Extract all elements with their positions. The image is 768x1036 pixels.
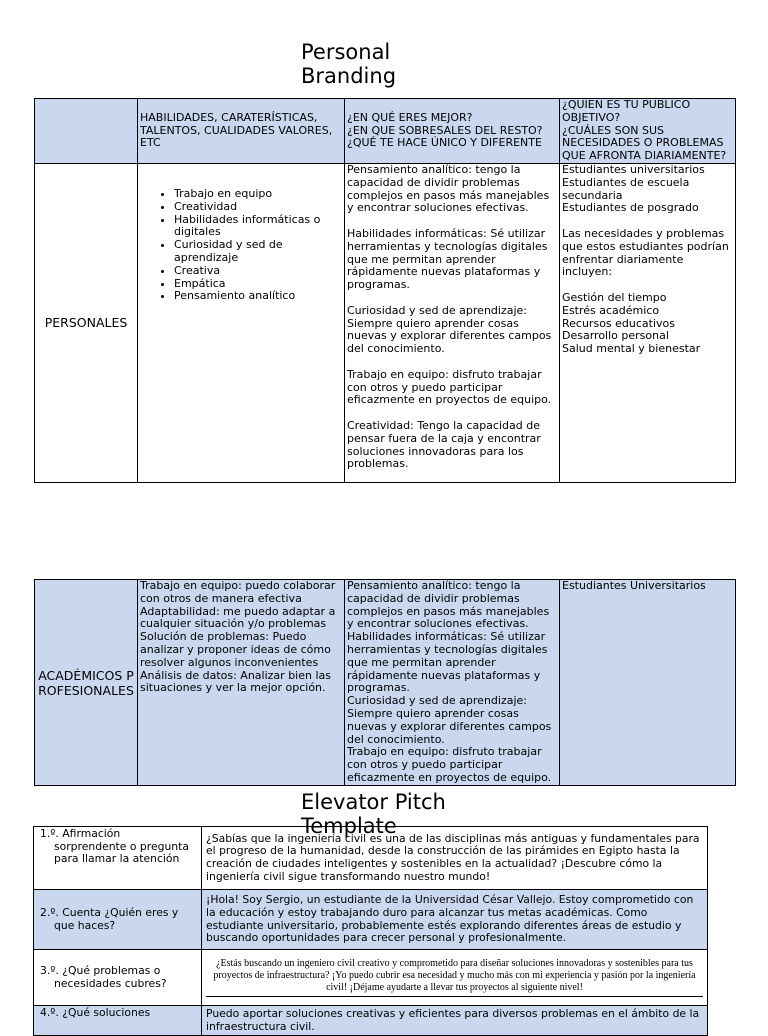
elevator-pitch-table — [33, 826, 708, 1036]
header-empty-cell — [35, 99, 138, 164]
audience-item: Estudiantes universitarios — [562, 162, 705, 176]
pitch-question: 1.º. Afirmación sorprendente o pregunta para llamar la atención — [34, 827, 202, 890]
academic-skills-cell — [138, 580, 345, 786]
list-item: • Pensamiento analítico — [174, 290, 342, 303]
pitch-row — [34, 1006, 708, 1036]
list-item: • Trabajo en equipo — [174, 188, 342, 201]
table-row-academicos — [35, 580, 736, 786]
paragraph: Pensamiento analítico: tengo la capacidad de dividir problemas complejos en pasos más manejables y encontrar soluciones efectivas. — [347, 162, 550, 215]
table-header-row — [35, 99, 736, 164]
header-best-at: ¿EN QUÉ ERES MEJOR? ¿EN QUE SOBRESALES DEL RESTO? ¿QUÉ TE HACE ÚNICO Y DIFERENTE — [345, 99, 560, 164]
pitch-answer: ¡Hola! Soy Sergio, un estudiante de la Universidad César Vallejo. Estoy comprometido con la educación y estoy trabajando duro para alcanzar tus metas académicas. Como estudiante universitario, probablemente estés explorando diferentes áreas de estudio y buscando oportunidades para crecer personal y profesionalmente. — [202, 890, 708, 950]
pitch-question: 2.º. Cuenta ¿Quién eres y que haces? — [34, 890, 202, 950]
paragraph: Trabajo en equipo: puedo colaborar con otros de manera efectiva — [140, 579, 336, 605]
paragraph: Análisis de datos: Analizar bien las situaciones y ver la mejor opción. — [140, 668, 331, 695]
need-item: Gestión del tiempo — [562, 290, 667, 304]
paragraph: Habilidades informáticas: Sé utilizar herramientas y tecnologías digitales que me permitan aprender rápidamente nuevas plataformas y programas. — [347, 226, 548, 292]
audience-item: Estudiantes de posgrado — [562, 201, 699, 215]
page-title-personal-branding: Personal Branding — [301, 40, 397, 88]
list-item: • Creativa — [174, 265, 342, 278]
row-label-personales: PERSONALES — [35, 163, 138, 482]
pitch-answer: ¿Estás buscando un ingeniero civil creativo y comprometido para diseñar soluciones innovadoras y sostenibles para tus proyectos de infraestructura? ¡Yo puedo cubrir esa necesidad y mucho más con mi experiencia y pasión por la ingeniería civil! ¡Déjame ayudarte a llevar tus proyectos al siguiente nivel! — [202, 950, 708, 1006]
paragraph: Curiosidad y sed de aprendizaje: Siempre quiero aprender cosas nuevas y explorar diferentes campos del conocimiento. — [347, 694, 552, 746]
need-item: Recursos educativos — [562, 316, 675, 330]
pitch-question: 3.º. ¿Qué problemas o necesidades cubres? — [34, 950, 202, 1006]
list-item: • Curiosidad y sed de aprendizaje — [174, 239, 342, 265]
audience-cell — [560, 163, 736, 482]
paragraph: Adaptabilidad: me puedo adaptar a cualquier situación y/o problemas — [140, 604, 336, 631]
page-title-elevator-pitch: Elevator Pitch Template — [301, 790, 446, 838]
pitch-row — [34, 890, 708, 950]
academic-audience-cell: Estudiantes Universitarios — [560, 580, 736, 786]
academic-professional-table — [34, 579, 736, 786]
pitch-answer: Puedo aportar soluciones creativas y eficientes para diversos problemas en el ámbito de la infraestructura civil. — [202, 1006, 708, 1036]
need-item: Salud mental y bienestar — [562, 342, 701, 356]
pitch-row — [34, 950, 708, 1006]
need-item: Estrés académico — [562, 303, 660, 317]
audience-item: Estudiantes de escuela secundaria — [562, 175, 690, 202]
list-item: • Empática — [174, 278, 342, 291]
paragraph: Creatividad: Tengo la capacidad de pensar fuera de la caja y encontrar soluciones innovadoras para los problemas. — [347, 418, 541, 471]
paragraph: Habilidades informáticas: Sé utilizar herramientas y tecnologías digitales que me permitan aprender rápidamente nuevas plataformas y programas. — [347, 630, 548, 695]
list-item: • Habilidades informáticas o digitales — [174, 214, 342, 240]
header-audience: ¿QUIEN ES TU PUBLICO OBJETIVO? ¿CUÁLES SON SUS NECESIDADES O PROBLEMAS QUE AFRONTA DIARIAMENTE? — [560, 99, 736, 164]
paragraph: Pensamiento analítico: tengo la capacidad de dividir problemas complejos en pasos más manejables y encontrar soluciones efectivas. — [347, 579, 550, 631]
pitch-row — [34, 827, 708, 890]
needs-intro: Las necesidades y problemas que estos estudiantes podrían enfrentar diariamente incluyen: — [562, 226, 729, 279]
paragraph: Trabajo en equipo: disfruto trabajar con otros y puedo participar eficazmente en proyectos de equipo. — [347, 745, 552, 784]
best-at-cell — [345, 163, 560, 482]
skills-cell — [138, 163, 345, 482]
paragraph: Curiosidad y sed de aprendizaje: Siempre quiero aprender cosas nuevas y explorar diferentes campos del conocimiento. — [347, 303, 552, 356]
paragraph: Trabajo en equipo: disfruto trabajar con otros y puedo participar eficazmente en proyectos de equipo. — [347, 367, 552, 407]
row-label-academicos: ACADÉMICOS PROFESIONALES — [35, 580, 138, 786]
skills-list — [140, 188, 342, 303]
academic-best-at-cell — [345, 580, 560, 786]
paragraph: Solución de problemas: Puedo analizar y proponer ideas de cómo resolver algunos inconvenientes — [140, 630, 331, 669]
personal-branding-table — [34, 98, 736, 483]
pitch-question: 4.º. ¿Qué soluciones — [34, 1006, 202, 1036]
need-item: Desarrollo personal — [562, 329, 669, 343]
header-skills: HABILIDADES, CARATERÍSTICAS, TALENTOS, CUALIDADES VALORES, ETC — [138, 99, 345, 164]
table-row-personales — [35, 163, 736, 482]
pitch-answer: ¿Sabías que la ingeniería civil es una de las disciplinas más antiguas y fundamentales para el progreso de la humanidad, desde la construcción de las pirámides en Egipto hasta la creación de ciudades inteligentes y sostenibles en la actualidad? ¡Descubre cómo la ingeniería civil sigue transformando nuestro mundo! — [202, 827, 708, 890]
list-item: • Creatividad — [174, 201, 342, 214]
